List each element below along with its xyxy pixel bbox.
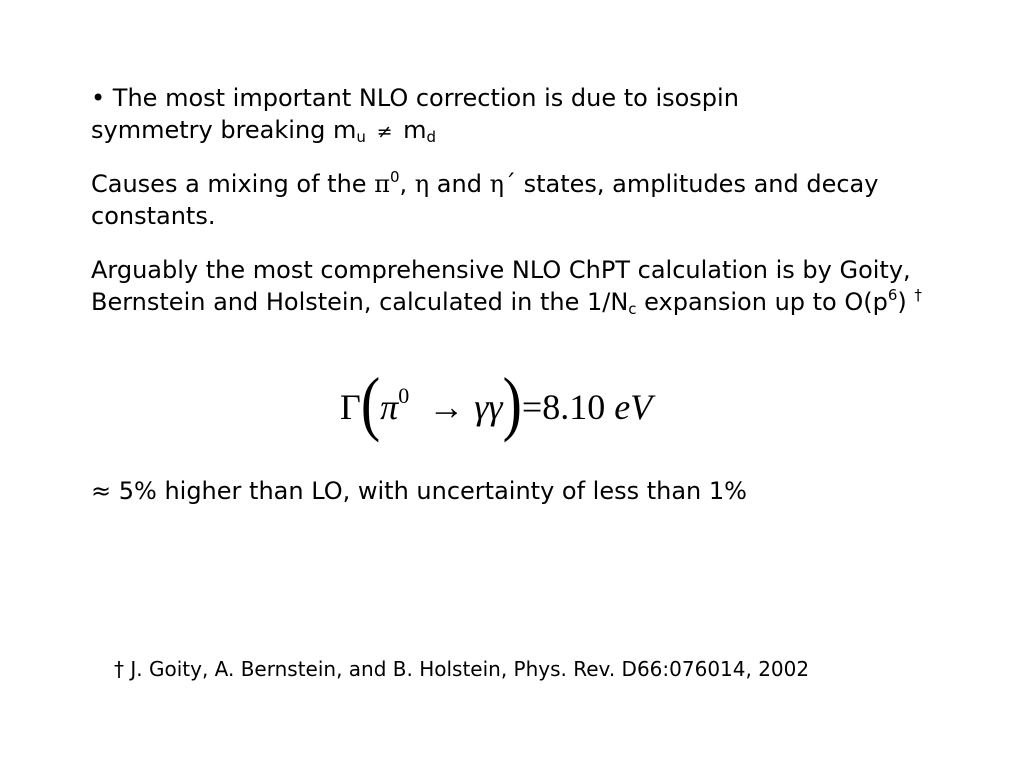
formula-gamma-gamma: γγ xyxy=(474,387,503,427)
not-equal-symbol: ≠ xyxy=(376,121,393,143)
mixing-text-a: Causes a mixing of the xyxy=(91,170,375,198)
formula-value: 8.10 xyxy=(542,387,606,427)
calc-text-a: Arguably the most comprehensive NLO ChPT calculation is by Goity, Bernstein and Holstein, calculated in the 1/N xyxy=(91,256,911,316)
reference-footnote xyxy=(114,656,809,682)
eta-prime-symbol: η´ xyxy=(489,170,516,198)
p-superscript: 6 xyxy=(887,286,898,304)
formula-arrow: → xyxy=(428,387,465,427)
formula-pi-superscript: 0 xyxy=(398,383,410,408)
result-text: ≈ 5% higher than LO, with uncertainty of less than 1% xyxy=(91,477,747,505)
mixing-comma: , xyxy=(399,170,415,198)
pi-superscript: 0 xyxy=(389,168,400,186)
bullet-line-1 xyxy=(91,82,936,114)
calc-text-c: ) xyxy=(897,288,915,316)
formula-gamma: Γ xyxy=(340,387,361,427)
bullet-marker: • xyxy=(91,84,106,112)
mixing-text-b: states, amplitudes and decay constants. xyxy=(91,170,879,230)
formula-unit: eV xyxy=(614,387,653,427)
eta-symbol: η xyxy=(414,170,430,198)
formula-left-paren: ( xyxy=(360,361,381,443)
bullet-paragraph-isospin xyxy=(91,82,936,148)
md-base: m xyxy=(403,116,427,144)
mu-subscript: u xyxy=(356,128,366,146)
formula-right-paren: ) xyxy=(502,361,522,443)
calculation-paragraph xyxy=(91,254,936,318)
result-line xyxy=(91,475,936,507)
nc-subscript: c xyxy=(628,300,637,318)
bullet-line-2 xyxy=(91,114,936,148)
mixing-and: and xyxy=(429,170,490,198)
footnote-text: † J. Goity, A. Bernstein, and B. Holstein, Phys. Rev. D66:076014, 2002 xyxy=(114,657,810,681)
formula-equals: = xyxy=(521,387,543,427)
bullet-line-2-text: symmetry breaking m xyxy=(91,116,357,144)
bullet-line-1-text: The most important NLO correction is due to isospin xyxy=(112,84,739,112)
md-subscript: d xyxy=(426,128,437,146)
dagger-mark: † xyxy=(914,286,922,304)
calc-text-b: expansion up to O(p xyxy=(636,288,888,316)
pi-symbol: π xyxy=(374,170,390,198)
mixing-paragraph xyxy=(91,168,936,232)
formula-pi: π xyxy=(380,387,399,427)
decay-width-formula xyxy=(340,361,653,443)
